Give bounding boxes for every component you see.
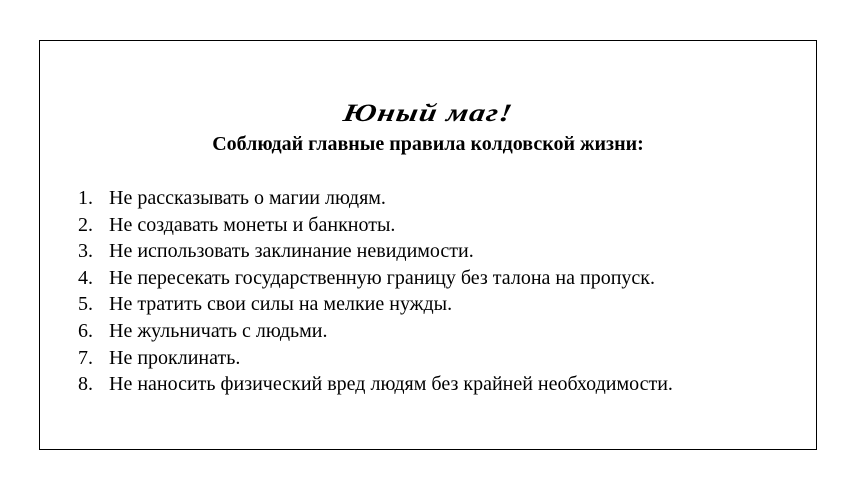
rule-item xyxy=(78,185,673,212)
rule-item xyxy=(78,345,673,372)
rule-item xyxy=(78,371,673,398)
rule-text: Не тратить свои силы на мелкие нужды. xyxy=(109,293,453,316)
rule-item xyxy=(78,265,673,292)
document-subtitle: Соблюдай главные правила колдовской жизни: xyxy=(212,133,644,155)
rule-number: 1. xyxy=(78,187,93,209)
rule-number: 3. xyxy=(78,240,93,263)
rule-item xyxy=(78,291,673,318)
rules-list xyxy=(78,185,673,398)
rule-text: Не пересекать государственную границу без талона на пропуск. xyxy=(109,266,655,289)
rule-text: Не жульничать с людьми. xyxy=(109,319,328,342)
rule-item xyxy=(78,238,673,265)
rule-number: 5. xyxy=(78,293,93,316)
rule-text: Не создавать монеты и банкноты. xyxy=(109,213,396,236)
rule-number: 6. xyxy=(78,319,93,342)
rule-number: 4. xyxy=(78,266,93,289)
rule-text: Не проклинать. xyxy=(109,346,241,369)
rule-item xyxy=(78,212,673,239)
rule-number: 2. xyxy=(78,213,93,236)
rule-item xyxy=(78,318,673,345)
rule-text: Не рассказывать о магии людям. xyxy=(109,187,386,209)
rules-card xyxy=(39,40,817,450)
rule-text: Не наносить физический вред людям без крайней необходимости. xyxy=(109,373,673,396)
rule-number: 7. xyxy=(78,346,93,369)
document-title: Юный маг! xyxy=(341,100,516,127)
rule-text: Не использовать заклинание невидимости. xyxy=(109,240,474,263)
rule-number: 8. xyxy=(78,373,93,396)
